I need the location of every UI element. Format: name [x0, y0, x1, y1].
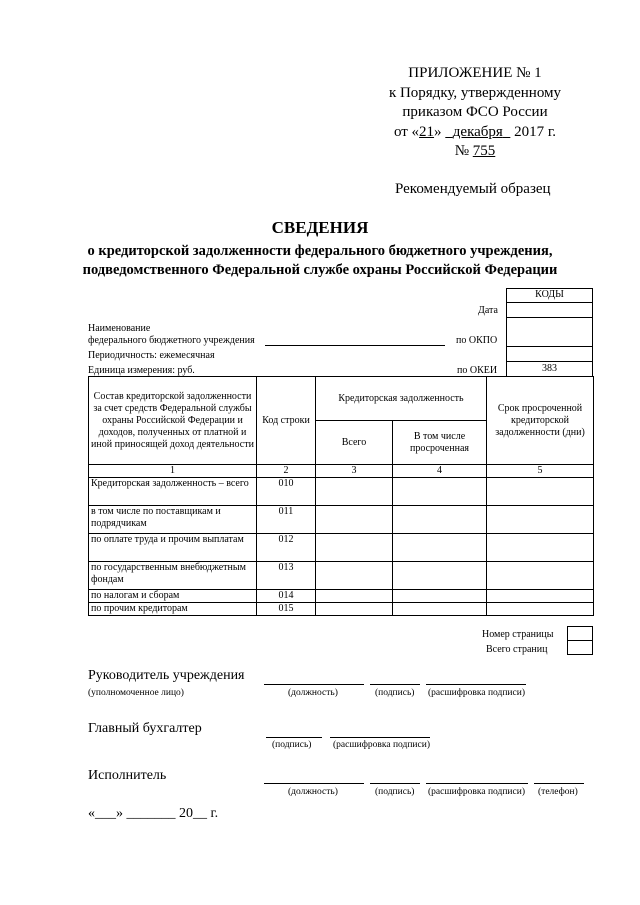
- unit-label: Единица измерения: руб.: [88, 365, 195, 376]
- document-title: СВЕДЕНИЯ: [271, 218, 369, 237]
- periodicity: Периодичность: ежемесячная: [88, 350, 215, 361]
- row-code: 011: [257, 506, 316, 534]
- appendix-line3: приказом ФСО России: [402, 104, 548, 120]
- row-total-cell[interactable]: [316, 534, 393, 562]
- page-number-label: Номер страницы: [482, 629, 554, 640]
- accountant-decoding-label: (расшифровка подписи): [333, 740, 430, 750]
- row-total-cell[interactable]: [316, 562, 393, 590]
- row-overdue-cell[interactable]: [393, 562, 487, 590]
- table-row: [89, 562, 594, 590]
- row-days-cell[interactable]: [487, 506, 594, 534]
- col4-header: В том числе просроченная: [393, 421, 487, 465]
- col-number: 2: [257, 465, 316, 478]
- col1-header: Состав кредиторской задолженности за счет средств Федеральной службы охраны Российской Федерации и доходов, полученных от платной и иной приносящей доход деятельности: [89, 377, 257, 465]
- recommended-sample: Рекомендуемый образец: [395, 181, 551, 197]
- accountant-role: Главный бухгалтер: [88, 721, 202, 736]
- number-value: 755: [472, 143, 496, 159]
- table-row: [89, 506, 594, 534]
- executor-decoding-line[interactable]: [426, 783, 528, 784]
- date-month: [445, 124, 510, 140]
- row-days-cell[interactable]: [487, 562, 594, 590]
- accountant-decoding-line[interactable]: [330, 737, 430, 738]
- row-total-cell[interactable]: [316, 590, 393, 603]
- head-position-label: (должность): [288, 688, 338, 698]
- accountant-signature-line[interactable]: [266, 737, 322, 738]
- executor-phone-line[interactable]: [534, 783, 584, 784]
- row-total-cell[interactable]: [316, 603, 393, 616]
- okpo-label: по ОКПО: [456, 335, 498, 346]
- date-year: 2017 г.: [514, 123, 557, 140]
- okei-label: по ОКЕИ: [457, 365, 498, 376]
- date-label: Дата: [478, 305, 498, 316]
- head-position-line[interactable]: [264, 684, 364, 685]
- institution-name-line: [265, 345, 445, 346]
- row-days-cell[interactable]: [487, 478, 594, 506]
- document-subtitle-1: о кредиторской задолженности федерального бюджетного учреждения,: [87, 243, 553, 259]
- table-row: [89, 478, 594, 506]
- appendix-number: [360, 142, 590, 162]
- row-code: 015: [257, 603, 316, 616]
- row-label: в том числе по поставщикам и подрядчикам: [89, 506, 257, 534]
- executor-signature-line[interactable]: [370, 783, 420, 784]
- row-overdue-cell[interactable]: [393, 478, 487, 506]
- row-code: 012: [257, 534, 316, 562]
- col3-header: Всего: [316, 421, 393, 465]
- page-number-box[interactable]: [567, 626, 593, 641]
- row-total-cell[interactable]: [316, 478, 393, 506]
- col34-header: Кредиторская задолженность: [316, 377, 487, 421]
- code-okpo-cell: [506, 317, 593, 347]
- appendix-date: [360, 123, 590, 143]
- signing-date: «___» _______ 20__ г.: [88, 806, 219, 821]
- head-role: Руководитель учреждения: [88, 668, 245, 683]
- appendix-header: [360, 64, 590, 162]
- code-period-cell: [506, 346, 593, 362]
- table-row: [89, 603, 594, 616]
- row-code: 014: [257, 590, 316, 603]
- codes-header: КОДЫ: [535, 289, 564, 300]
- col5-header: Срок просроченной кредиторской задолженности (дни): [487, 377, 594, 465]
- col2-header: Код строки: [257, 377, 316, 465]
- row-code: 013: [257, 562, 316, 590]
- date-month-text: декабря: [452, 123, 503, 140]
- date-mid: »: [434, 123, 442, 140]
- code-date-cell: [506, 302, 593, 318]
- row-overdue-cell[interactable]: [393, 590, 487, 603]
- head-signature-label: (подпись): [375, 688, 415, 698]
- row-days-cell[interactable]: [487, 590, 594, 603]
- total-pages-box[interactable]: [567, 640, 593, 655]
- name-label-2: федерального бюджетного учреждения: [88, 335, 255, 346]
- head-decoding-label: (расшифровка подписи): [428, 688, 525, 698]
- date-day: 21: [419, 123, 435, 140]
- row-label: Кредиторская задолженность – всего: [89, 478, 257, 506]
- row-overdue-cell[interactable]: [393, 506, 487, 534]
- creditor-table: [88, 376, 594, 616]
- row-label: по налогам и сборам: [89, 590, 257, 603]
- row-overdue-cell[interactable]: [393, 603, 487, 616]
- executor-decoding-label: (расшифровка подписи): [428, 787, 525, 797]
- row-label: по оплате труда и прочим выплатам: [89, 534, 257, 562]
- executor-position-line[interactable]: [264, 783, 364, 784]
- row-label: по государственным внебюджетным фондам: [89, 562, 257, 590]
- row-overdue-cell[interactable]: [393, 534, 487, 562]
- row-total-cell[interactable]: [316, 506, 393, 534]
- head-decoding-line[interactable]: [426, 684, 526, 685]
- appendix-line2: к Порядку, утвержденному: [388, 84, 562, 101]
- document-subtitle-2: подведомственного Федеральной службе охраны Российской Федерации: [82, 262, 558, 278]
- head-signature-line[interactable]: [370, 684, 420, 685]
- executor-phone-label: (телефон): [538, 787, 578, 797]
- col-number: 5: [487, 465, 594, 478]
- number-prefix: №: [454, 143, 470, 159]
- executor-signature-label: (подпись): [375, 787, 415, 797]
- col-number: 1: [89, 465, 257, 478]
- table-row: [89, 534, 594, 562]
- row-label: по прочим кредиторам: [89, 603, 257, 616]
- row-days-cell[interactable]: [487, 534, 594, 562]
- col-number: 4: [393, 465, 487, 478]
- row-code: 010: [257, 478, 316, 506]
- total-pages-label: Всего страниц: [486, 644, 548, 655]
- executor-position-label: (должность): [288, 787, 338, 797]
- col-number: 3: [316, 465, 393, 478]
- appendix-line1: ПРИЛОЖЕНИЕ № 1: [408, 65, 542, 81]
- authorized-person-label: (уполномоченное лицо): [88, 688, 184, 698]
- accountant-signature-label: (подпись): [272, 740, 312, 750]
- row-days-cell[interactable]: [487, 603, 594, 616]
- okei-value: 383: [542, 363, 557, 374]
- name-label-1: Наименование: [88, 323, 151, 334]
- executor-role: Исполнитель: [88, 768, 167, 783]
- date-prefix: от «: [393, 123, 420, 140]
- table-row: [89, 590, 594, 603]
